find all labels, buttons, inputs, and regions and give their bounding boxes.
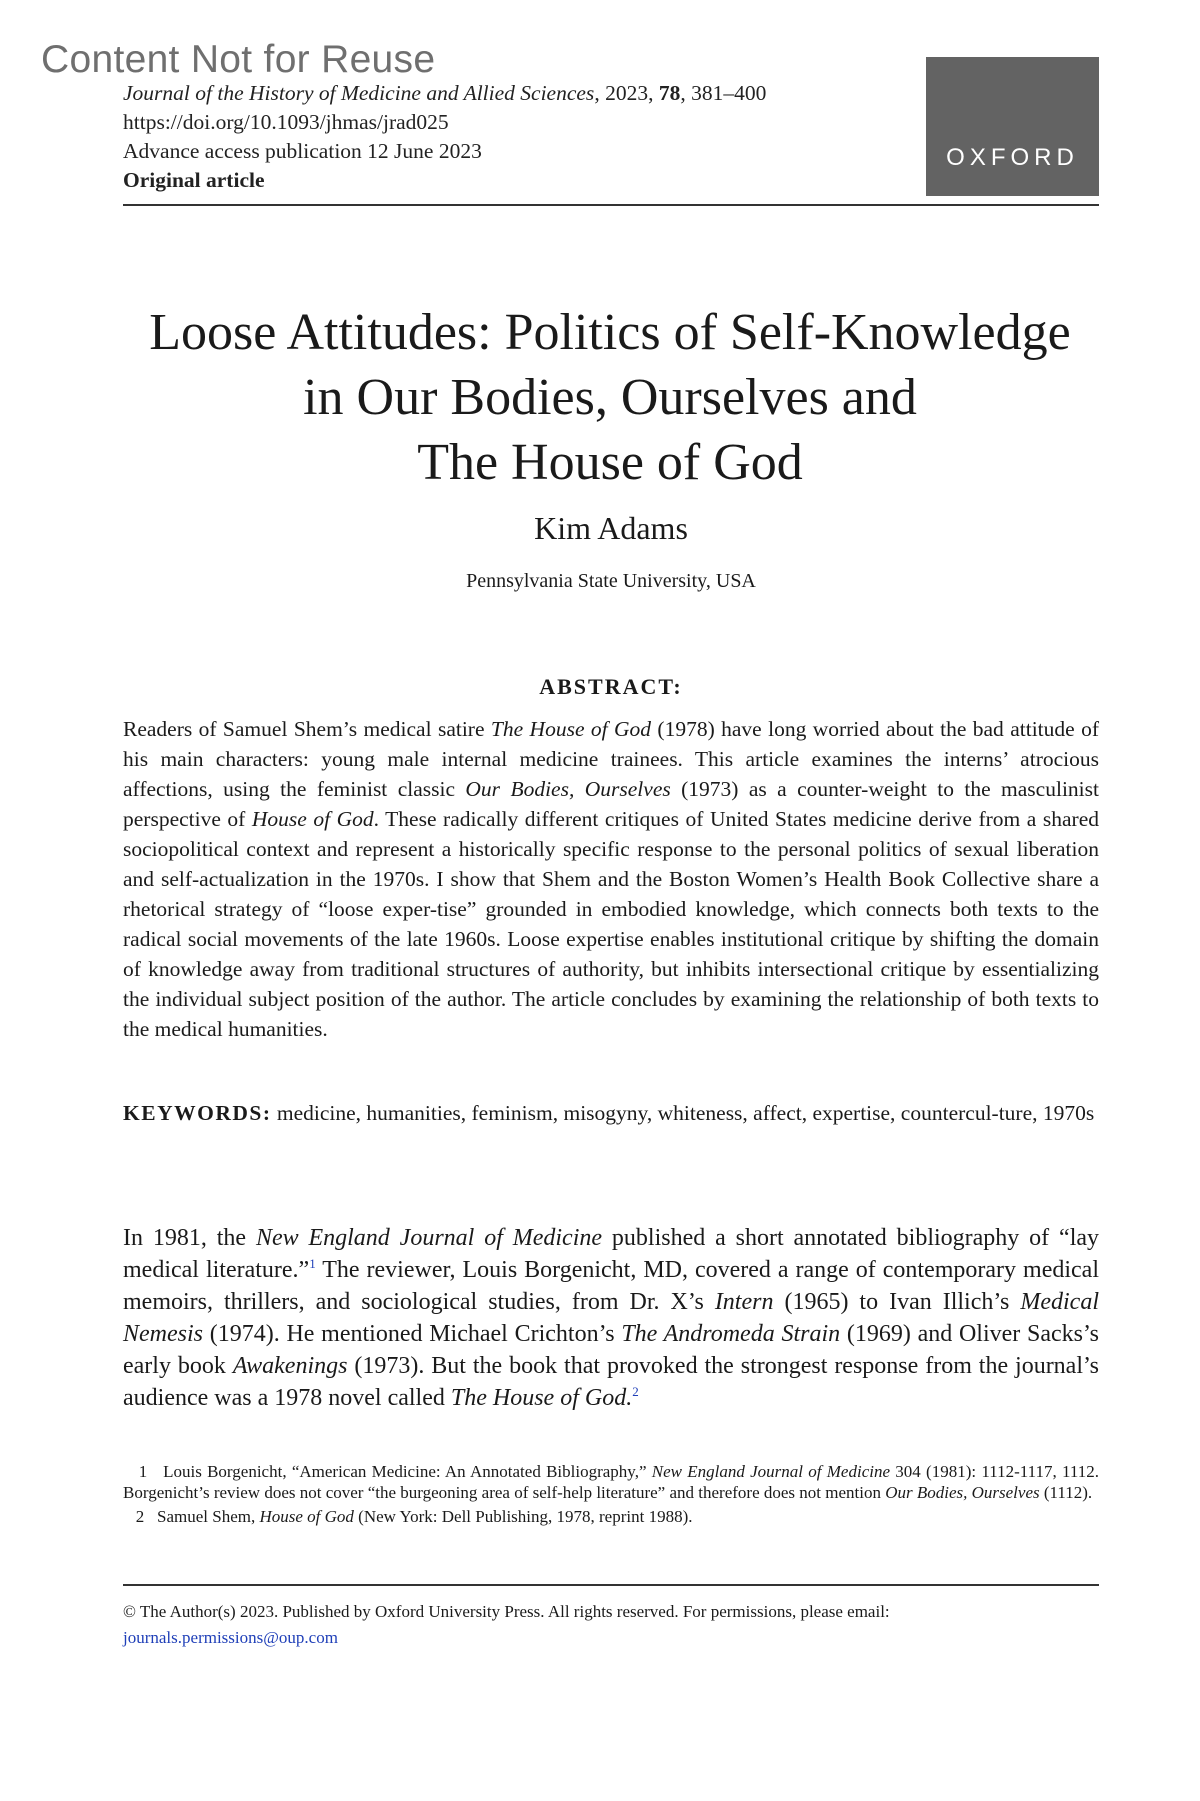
keywords-label: KEYWORDS: — [123, 1101, 272, 1125]
abstract-heading: ABSTRACT: — [539, 674, 683, 699]
title-line: The House of God — [417, 434, 803, 491]
body-paragraph: In 1981, the New England Journal of Medicine published a short annotated bibliography of “lay medical literature.”$^1$ The reviewer, Louis Borgenicht, MD, covered a range of contemporary medical memoirs, thrillers, and sociological studies, from Dr. X’s Intern (1965) to Ivan Illich’s Medical Nemesis (1974). He mentioned Michael Crichton’s The Andromeda Strain (1969) and Oliver Sacks’s early book Awakenings (1973). But the book that provoked the strongest response from the journal’s audience was a 1978 novel called The House of God.$^2$ — [123, 1225, 1100, 1411]
journal-year: 2023 — [605, 81, 649, 105]
footnote-2: 2 Samuel Shem, House of God (New York: Dell Publishing, 1978, reprint 1988). — [135, 1507, 693, 1526]
journal-volume: 78 — [658, 81, 681, 105]
journal-pages: 381–400 — [691, 81, 767, 105]
abstract-text: Readers of Samuel Shem’s medical satire The House of God (1978) have long worried about the bad attitude of his main characters: young male internal medicine trainees. This article examines the interns’ atrocious affections, using the feminist classic Our Bodies, Ourselves (1973) as a counter-weight to the masculinist perspective of House of God. These radically different critiques of United States medicine derive from a shared sociopolitical context and represent a historically specific response to the personal politics of sexual liberation and self-actualization in the 1970s. I show that Shem and the Boston Women’s Health Book Collective share a rhetorical strategy of “loose exper-tise” grounded in embodied knowledge, which connects both texts to the radical social movements of the late 1960s. Loose expertise enables institutional critique by shifting the domain of knowledge away from traditional structures of authority, but inhibits intersectional critique by essentializing the individual subject position of the author. The article concludes by examining the relationship of both texts to the medical humanities. — [123, 717, 1099, 1041]
journal-citation: Journal of the History of Medicine and Allied Sciences, 2023, 78, 381–400 — [123, 81, 767, 105]
oxford-logo-text: OXFORD — [946, 144, 1079, 171]
title-line: Loose Attitudes: Politics of Self-Knowledge — [149, 304, 1071, 361]
footnote-ref-1[interactable]: 1 — [309, 1256, 316, 1271]
header-divider — [123, 204, 1099, 206]
author-affiliation: Pennsylvania State University, USA — [466, 570, 756, 592]
journal-header — [123, 79, 766, 195]
watermark-text: Content Not for Reuse — [41, 38, 436, 81]
permissions-email-link[interactable]: journals.permissions@oup.com — [123, 1628, 338, 1647]
footnotes — [123, 1461, 1099, 1527]
article-title — [110, 300, 1110, 495]
advance-access-date: Advance access publication 12 June 2023 — [123, 139, 482, 163]
footnote-1: 1 Louis Borgenicht, “American Medicine: An Annotated Bibliography,” New England Journal of Medicine 304 (1981): 1112-1117, 1112. Borgenicht’s review does not cover “the burgeoning area of self-help literature” and therefore does not mention Our Bodies, Ourselves (1112). — [123, 1462, 1099, 1502]
title-line: in Our Bodies, Ourselves and — [303, 369, 917, 426]
footnote-number: 2 — [135, 1507, 145, 1526]
author-name: Kim Adams — [534, 510, 688, 546]
keywords — [123, 1098, 1099, 1128]
keywords-list: medicine, humanities, feminism, misogyny, whiteness, affect, expertise, countercul-ture, 1970s — [276, 1101, 1095, 1125]
footer-divider — [123, 1584, 1099, 1586]
oxford-logo — [926, 57, 1099, 196]
copyright-notice — [123, 1599, 1099, 1651]
footnote-ref-2[interactable]: 2 — [632, 1384, 639, 1399]
journal-name: Journal of the History of Medicine and Allied Sciences — [123, 81, 595, 105]
footnote-number: 1 — [138, 1462, 148, 1481]
article-type: Original article — [123, 168, 265, 192]
copyright-text: © The Author(s) 2023. Published by Oxford University Press. All rights reserved. For permissions, please email: — [123, 1602, 890, 1621]
doi-link[interactable]: https://doi.org/10.1093/jhmas/jrad025 — [123, 110, 449, 134]
